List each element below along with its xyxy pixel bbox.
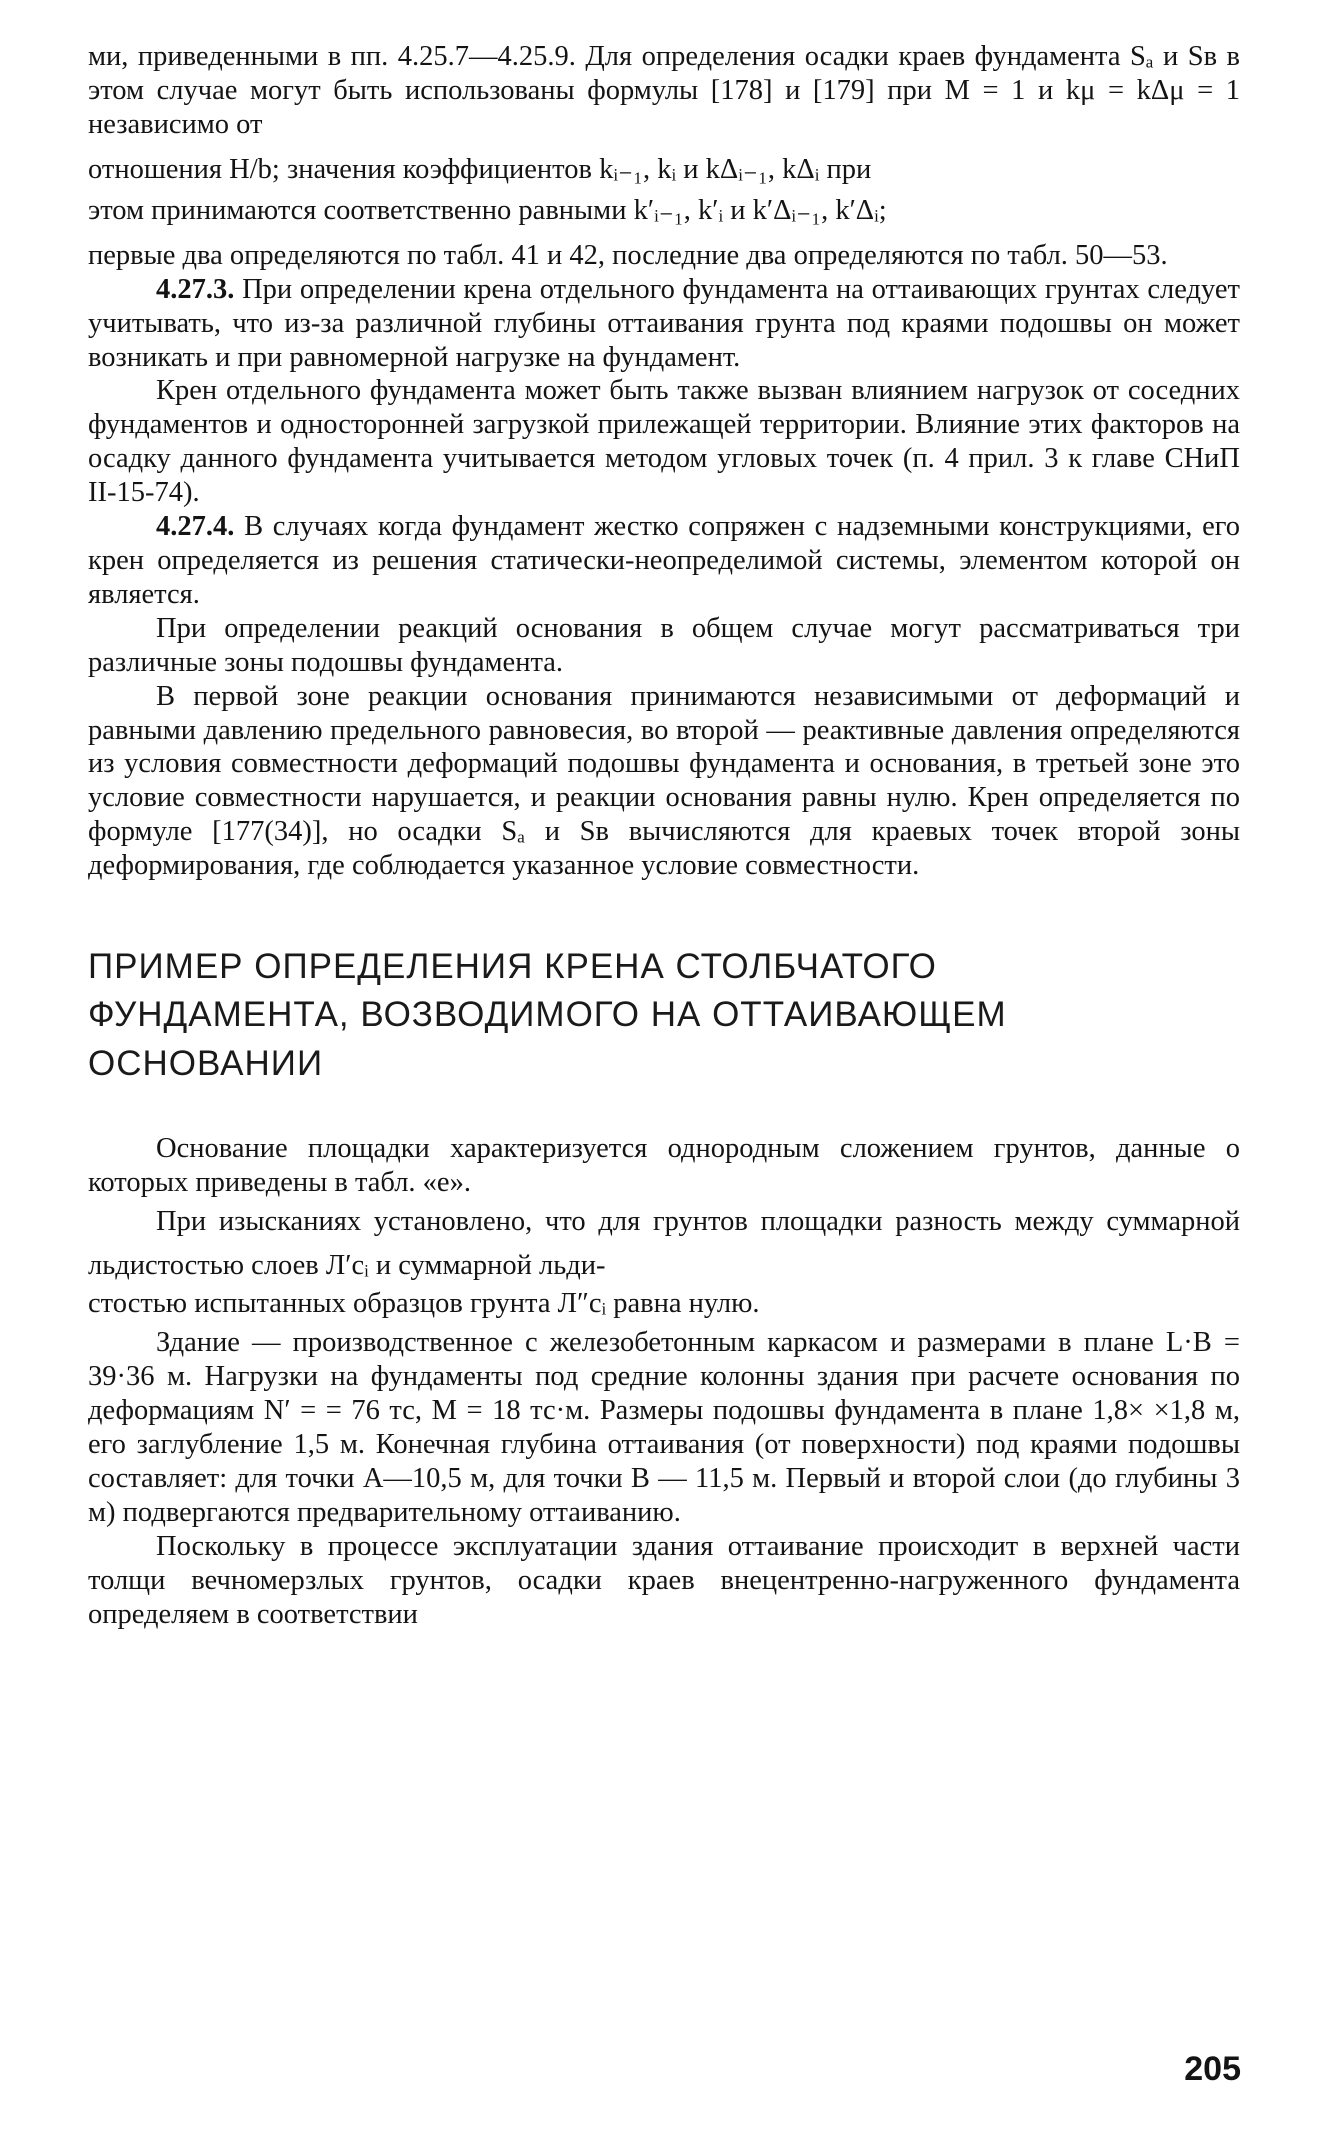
heading-line: ПРИМЕР ОПРЕДЕЛЕНИЯ КРЕНА СТОЛБЧАТОГО — [88, 947, 937, 987]
section-text: При определении крена отдельного фундамента на оттаивающих грунтах следует учитывать, что из-за различной глубины оттаивания грунта под краями подошвы он может возникать и при равномерной нагрузке на фундамент. — [88, 273, 1241, 373]
paragraph-coefficients-values: этом принимаются соответственно равными k′ᵢ₋₁, k′ᵢ и k′Δᵢ₋₁, k′Δᵢ; — [88, 195, 887, 227]
example-heading — [88, 943, 1240, 1088]
section-number: 4.27.4. — [156, 511, 235, 543]
section-text: В случаях когда фундамент жестко сопряжен с надземными конструкциями, его крен определяется из решения статически-неопределимой системы, элементом которой он является. — [88, 511, 1240, 610]
paragraph-reaction-zones: При определении реакций основания в общем случае могут рассматриваться три различные зоны подошвы фундамента. — [88, 612, 1240, 678]
section-4-27-3 — [88, 273, 1240, 375]
paragraph-example-building: Здание — производственное с железобетонным каркасом и размерами в плане L·B = 39·36 м. Нагрузки на фундаменты под средние колонны здания при расчете основания по деформациям N′ = = 76 тс, M = 18 тс·м. Размеры подошвы фундамента в плане 1,8× ×1,8 м, его заглубление 1,5 м. Конечная глубина оттаивания (от поверхности) под краями подошвы составляет: для точки А—10,5 м, для точки В — 11,5 м. Первый и второй слои (до глубины 3 м) подвергаются предварительному оттаиванию. — [88, 1327, 1240, 1528]
paragraph-continuation: ми, приведенными в пп. 4.25.7—4.25.9. Для определения осадки краев фундамента Sₐ и Sв в этом случае могут быть использованы формулы [178] и [179] при M = 1 и kμ = kΔμ = 1 независимо от — [88, 41, 1240, 140]
page-number: 205 — [1184, 2050, 1241, 2088]
paragraph-example-soil: Основание площадки характеризуется однородным сложением грунтов, данные о которых приведены в табл. «е». — [88, 1132, 1240, 1198]
paragraph-example-settlement: Поскольку в процессе эксплуатации здания оттаивание происходит в верхней части толщи вечномерзлых грунтов, осадки краев внецентренно-нагруженного фундамента определяем в соответствии — [88, 1530, 1240, 1630]
paragraph-tilt-influence: Крен отдельного фундамента может быть также вызван влиянием нагрузок от соседних фундаментов и односторонней загрузкой прилежащей территории. Влияние этих факторов на осадку данного фундамента учитывается методом угловых точек (п. 4 прил. 3 к главе СНиП II-15-74). — [88, 375, 1240, 509]
section-4-27-4 — [88, 510, 1240, 612]
heading-line: ОСНОВАНИИ — [88, 1043, 324, 1083]
section-number: 4.27.3. — [156, 273, 235, 305]
paragraph-example-ice: При изысканиях установлено, что для грунтов площадки разность между суммарной льдистостью слоев Л′cᵢ и суммарной льди- — [88, 1205, 1240, 1281]
paragraph-example-ice-cont: стостью испытанных образцов грунта Л″cᵢ равна нулю. — [88, 1288, 760, 1320]
paragraph-coefficients: отношения H/b; значения коэффициентов kᵢ₋₁, kᵢ и kΔᵢ₋₁, kΔᵢ при — [88, 153, 872, 185]
paragraph-zones-detail: В первой зоне реакции основания принимаются независимыми от деформаций и равными давлению предельного равновесия, во второй — реактивные давления определяются из условия совместности деформаций подошвы фундамента и основания, в третьей зоне это условие совместности нарушается, и реакции основания равны нулю. Крен определяется по формуле [177(34)], но осадки Sₐ и Sв вычисляются для краевых точек второй зоны деформирования, где соблюдается указанное условие совместности. — [88, 680, 1240, 882]
heading-line: ФУНДАМЕНТА, ВОЗВОДИМОГО НА ОТТАИВАЮЩЕМ — [88, 995, 1007, 1035]
paragraph-tables: первые два определяются по табл. 41 и 42, последние два определяются по табл. 50—53. — [88, 239, 1168, 271]
page-body — [88, 40, 1240, 1631]
